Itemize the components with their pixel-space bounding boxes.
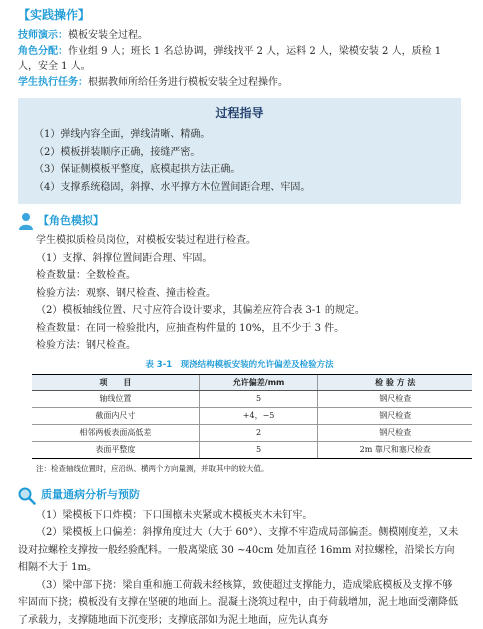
- guide-item: （1）弹线内容全面，弹线清晰、精确。: [34, 129, 211, 140]
- quality-title: 质量通病分析与预防: [41, 488, 140, 502]
- table-row: [32, 408, 472, 425]
- student-task-row: [18, 75, 461, 90]
- quality-paragraph: （2）梁模板上口偏差：斜撑角度过大（大于 60°）、支撑不牢造成局部偏歪。侧模刚度差，又未设对拉螺栓支撑按一般经验配料。一般离梁底 30 ~40cm 处加直径 16mm 对拉螺栓，沿梁长方向相隔不大于 1m。: [18, 527, 459, 573]
- person-icon: [18, 212, 34, 230]
- guide-item: （2）模板拼装顺序正确，接缝严密。: [34, 146, 201, 158]
- guide-item: （4）支撑系统稳固，斜撑、水平撑方木位置间距合理、牢固。: [34, 181, 311, 193]
- column-header: 允许偏差/mm: [199, 375, 318, 391]
- table-cell: 5: [199, 442, 318, 459]
- role-sim-line: （1）支撑、斜撑位置间距合理、牢固。: [36, 252, 213, 264]
- table-row: [32, 425, 472, 442]
- column-header: 项 目: [32, 375, 199, 391]
- table-cell: 2: [199, 425, 318, 442]
- quality-paragraph: （3）梁中部下挠：梁自重和施工荷载未经核算，致使超过支撑能力，造成梁底模板及支撑不够牢固而下挠；模板没有支撑在坚硬的地面上。混凝土浇筑过程中，由于荷载增加，泥土地面受潮降低了承载力，支撑随地面下沉变形；支撑底部如为泥土地面，应先认真夯: [18, 579, 458, 626]
- student-task-label: 学生执行任务：: [18, 77, 88, 88]
- quality-heading: [18, 487, 461, 505]
- role-sim-line: 检查数量：在同一检验批内，应抽查构件量的 10%，且不少于 3 件。: [36, 322, 345, 334]
- table-cell: +4，−5: [199, 408, 318, 425]
- demo-label: 技师演示：: [18, 30, 68, 41]
- student-task-text: 根据教师所给任务进行模板安装全过程操作。: [88, 77, 288, 88]
- role-sim-line: 检验方法：观察、钢尺检查、撞击检查。: [36, 287, 216, 299]
- table-row: [32, 442, 472, 459]
- table-cell: 钢尺检查: [318, 425, 472, 442]
- magnifier-icon: [18, 487, 36, 505]
- role-assign-row: [18, 44, 461, 74]
- tolerance-table: [32, 374, 472, 459]
- table-cell: 钢尺检查: [318, 391, 472, 408]
- role-sim-line: （2）模板轴线位置、尺寸应符合设计要求，其偏差应符合表 3-1 的规定。: [36, 305, 365, 316]
- demo-row: [18, 28, 461, 43]
- role-sim-line: 检验方法：钢尺检查。: [36, 340, 136, 351]
- table-row: [32, 391, 472, 408]
- process-guide-box: [18, 98, 461, 204]
- role-sim-line: 学生模拟质检员岗位，对模板安装过程进行检查。: [36, 235, 256, 246]
- guide-title: 过程指导: [215, 106, 264, 120]
- table-header-row: [32, 375, 472, 391]
- table-cell: 相邻两板表面高低差: [32, 425, 199, 442]
- role-sim-line: 检查数量：全数检查。: [36, 270, 136, 281]
- guide-item: （3）保证侧模板平整度，底模起拱方法正确。: [34, 164, 241, 175]
- role-assign-label: 角色分配：: [18, 46, 68, 57]
- role-sim-heading: [18, 212, 461, 230]
- role-assign-text: 作业组 9 人；班长 1 名总协调，弹线找平 2 人，运料 2 人，梁模安装 2 人，质检 1 人，安全 1 人。: [18, 46, 442, 72]
- demo-text: 模板安装全过程。: [68, 30, 148, 41]
- table-cell: 表面平整度: [32, 442, 199, 459]
- column-header: 检 验 方 法: [318, 375, 472, 391]
- table-cell: 2m 靠尺和塞尺检查: [318, 442, 472, 459]
- role-sim-title: 【角色模拟】: [38, 213, 104, 227]
- table-cell: 钢尺检查: [318, 408, 472, 425]
- table-cell: 5: [199, 391, 318, 408]
- table-cell: 截面内尺寸: [32, 408, 199, 425]
- practice-title: 【实践操作】: [18, 8, 91, 22]
- quality-paragraph: （1）梁模板下口炸模：下口围檩未夹紧或木模板夹木未钉牢。: [36, 509, 313, 521]
- table-note: 注：检查轴线位置时，应沿纵、横两个方向量测，并取其中的较大值。: [36, 464, 269, 474]
- table-cell: 轴线位置: [32, 391, 199, 408]
- table-caption: 表 3-1 现浇结构模板安装的允许偏差及检验方法: [145, 359, 334, 370]
